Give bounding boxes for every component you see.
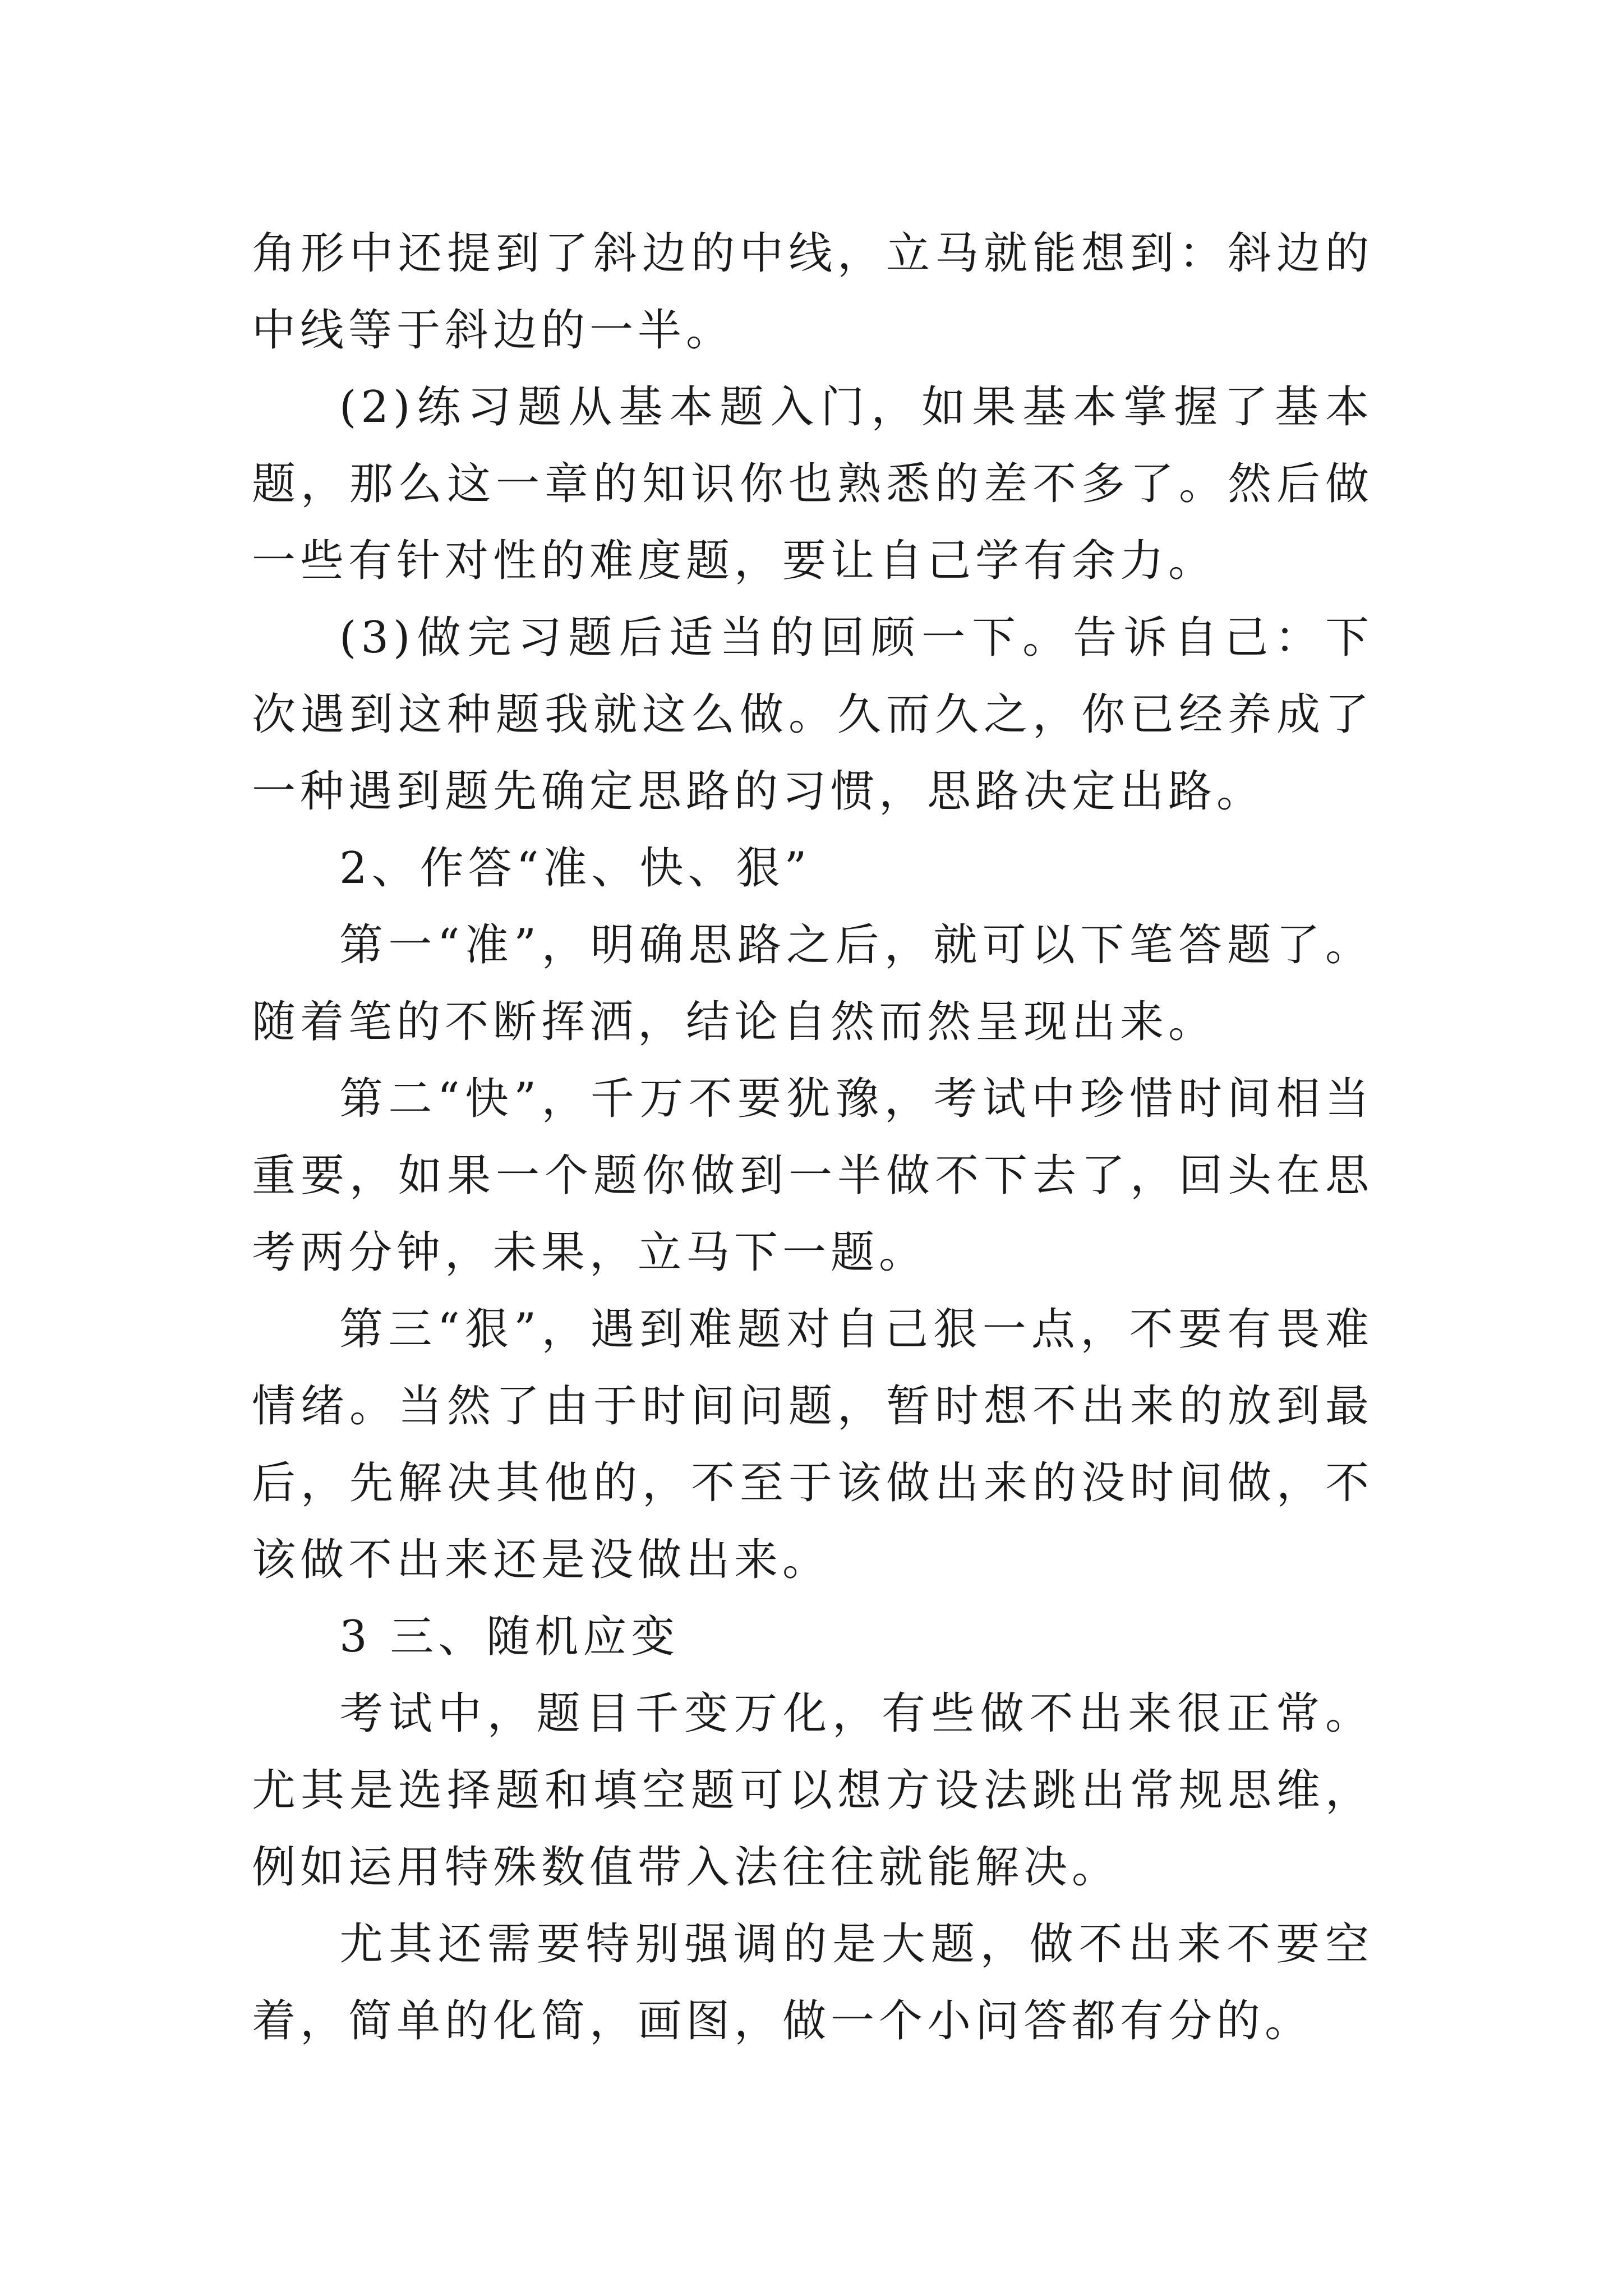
document-body [252, 215, 1373, 2060]
paragraph-6: 第三“狠”，遇到难题对自己狠一点，不要有畏难情绪。当然了由于时间问题，暂时想不出来的放到最后，先解决其他的，不至于该做出来的没时间做，不该做不出来还是没做出来。 [252, 1304, 1373, 1585]
paragraph-1: 角形中还提到了斜边的中线，立马就能想到：斜边的中线等于斜边的一半。 [252, 228, 1373, 356]
paragraph-8: 尤其还需要特别强调的是大题，做不出来不要空着，简单的化简，画图，做一个小问答都有分的。 [252, 1919, 1373, 2046]
section-heading-2: 2、作答“准、快、狠” [339, 843, 811, 894]
paragraph-4: 第一“准”，明确思路之后，就可以下笔答题了。随着笔的不断挥洒，结论自然而然呈现出来。 [252, 920, 1373, 1047]
paragraph-7: 考试中，题目千变万化，有些做不出来很正常。尤其是选择题和填空题可以想方设法跳出常规思维，例如运用特殊数值带入法往往就能解决。 [252, 1688, 1373, 1893]
paragraph-2: (2)练习题从基本题入门，如果基本掌握了基本题，那么这一章的知识你也熟悉的差不多了。然后做一些有针对性的难度题，要让自己学有余力。 [252, 382, 1373, 586]
paragraph-3: (3)做完习题后适当的回顾一下。告诉自己：下次遇到这种题我就这么做。久而久之，你已经养成了一种遇到题先确定思路的习惯，思路决定出路。 [252, 613, 1373, 817]
paragraph-5: 第二“快”，千万不要犹豫，考试中珍惜时间相当重要，如果一个题你做到一半做不下去了，回头在思考两分钟，未果，立马下一题。 [252, 1074, 1373, 1278]
section-heading-3: 3 三、随机应变 [339, 1612, 680, 1662]
